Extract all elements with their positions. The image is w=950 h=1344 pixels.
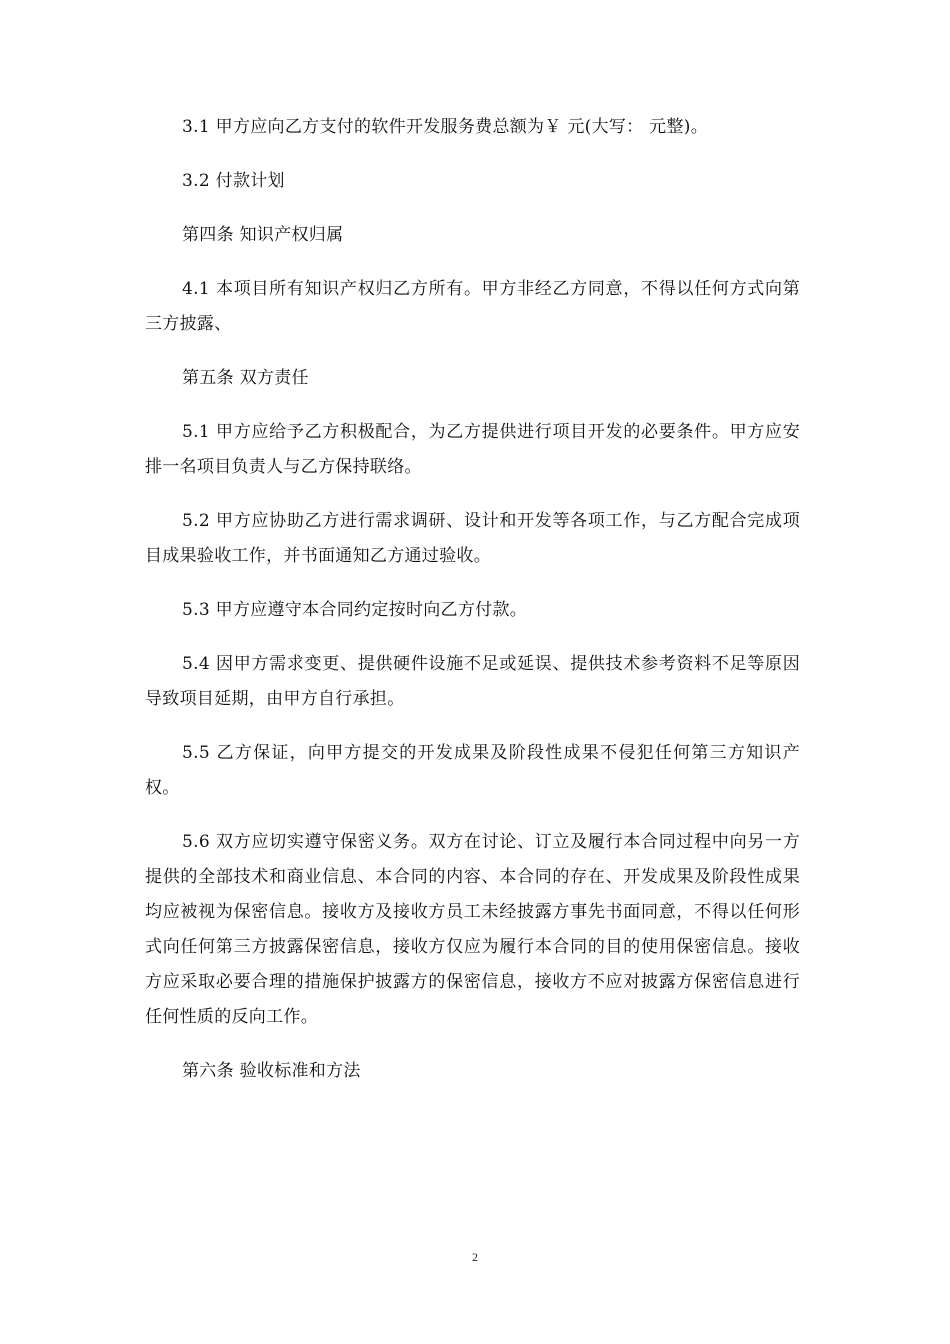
- clause-5-1: 5.1 甲方应给予乙方积极配合，为乙方提供进行项目开发的必要条件。甲方应安排一名项目负责人与乙方保持联络。: [145, 422, 800, 477]
- clause-5-5: 5.5 乙方保证，向甲方提交的开发成果及阶段性成果不侵犯任何第三方知识产权。: [145, 743, 800, 798]
- clause-3-2: 3.2 付款计划: [182, 171, 285, 191]
- clause-5-3: 5.3 甲方应遵守本合同约定按时向乙方付款。: [182, 600, 528, 620]
- article-6-heading: 第六条 验收标准和方法: [182, 1061, 361, 1081]
- clause-5-6: 5.6 双方应切实遵守保密义务。双方在讨论、订立及履行本合同过程中向另一方提供的全部技术和商业信息、本合同的内容、本合同的存在、开发成果及阶段性成果均应被视为保密信息。接收方及接收方员工未经披露方事先书面同意，不得以任何形式向任何第三方披露保密信息，接收方仅应为履行本合同的目的使用保密信息。接收方应采取必要合理的措施保护披露方的保密信息，接收方不应对披露方保密信息进行任何性质的反向工作。: [145, 832, 800, 1027]
- clause-4-1: 4.1 本项目所有知识产权归乙方所有。甲方非经乙方同意，不得以任何方式向第三方披露、: [145, 279, 800, 334]
- article-4-heading: 第四条 知识产权归属: [182, 225, 344, 245]
- clause-5-2: 5.2 甲方应协助乙方进行需求调研、设计和开发等各项工作，与乙方配合完成项目成果验收工作，并书面通知乙方通过验收。: [145, 511, 800, 566]
- clause-3-1: 3.1 甲方应向乙方支付的软件开发服务费总额为￥ 元(大写： 元整)。: [182, 117, 709, 137]
- article-5-heading: 第五条 双方责任: [182, 368, 309, 388]
- document-body: [145, 110, 800, 1108]
- page-number: 2: [472, 1250, 478, 1264]
- clause-5-4: 5.4 因甲方需求变更、提供硬件设施不足或延误、提供技术参考资料不足等原因导致项目延期，由甲方自行承担。: [145, 654, 800, 709]
